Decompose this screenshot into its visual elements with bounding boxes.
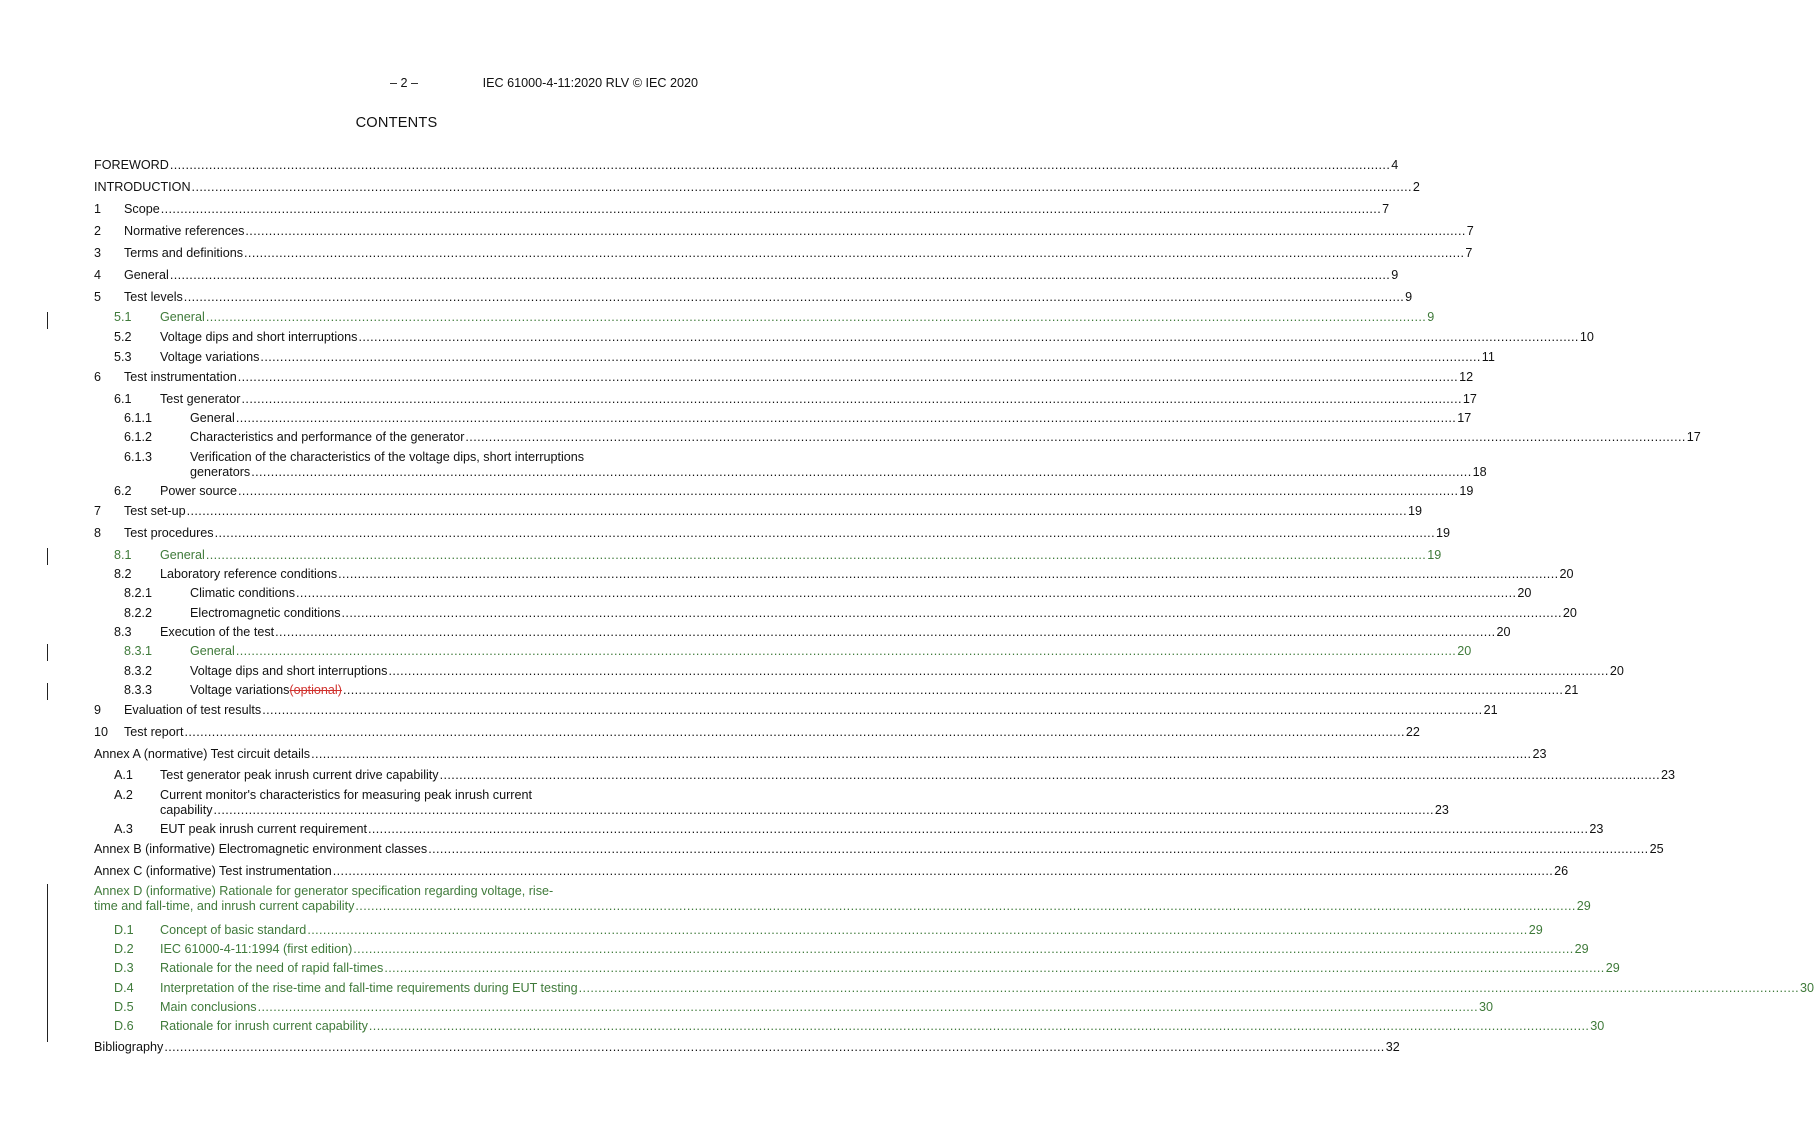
toc-entry[interactable]: 7 Test set-up ..... 19 [94, 504, 698, 519]
toc-entry[interactable]: 8.2.1 Climatic conditions ..... 20 [124, 586, 698, 601]
toc-entry[interactable]: Annex C (informative) Test instrumentation ..... 26 [94, 864, 698, 879]
dot-leader [353, 942, 1573, 957]
toc-entry[interactable]: FOREWORD ..... 4 [94, 158, 698, 173]
dot-leader [333, 864, 1553, 879]
toc-entry[interactable]: D.5 Main conclusions ..... 30 [114, 1000, 698, 1015]
toc-entry[interactable]: 8.1 General ..... 19 [114, 548, 698, 563]
dot-leader [215, 526, 1435, 541]
toc-entry[interactable]: 5.2 Voltage dips and short interruptions ..... 10 [114, 330, 698, 345]
toc-entry[interactable]: A.2 Current monitor's characteristics for measuring peak inrush current capability ..... 23 [114, 788, 698, 818]
toc-entry[interactable]: 3 Terms and definitions ..... 7 [94, 246, 698, 261]
toc-entry[interactable]: 9 Evaluation of test results ..... 21 [94, 703, 698, 718]
toc-entry[interactable]: 8.3 Execution of the test ..... 20 [114, 625, 698, 640]
dot-leader [251, 465, 1471, 480]
dot-leader [307, 923, 1527, 938]
toc-entry[interactable]: A.3 EUT peak inrush current requirement ..... 23 [114, 822, 698, 837]
deleted-text: (optional) [289, 683, 342, 697]
toc-entry[interactable]: 8.3.3 Voltage variations (optional) ..... 21 [124, 683, 698, 698]
toc-entry[interactable]: Annex D (informative) Rationale for generator specification regarding voltage, rise- time and fall-time, and inrush current capability ..... 29 [94, 884, 698, 914]
toc-entry[interactable]: D.1 Concept of basic standard ..... 29 [114, 923, 698, 938]
dot-leader [238, 484, 1458, 499]
toc-entry[interactable]: 8 Test procedures ..... 19 [94, 526, 698, 541]
toc-entry[interactable]: 8.2.2 Electromagnetic conditions ..... 20 [124, 606, 698, 621]
toc-entry[interactable]: 4 General ..... 9 [94, 268, 698, 283]
toc-entry[interactable]: D.6 Rationale for inrush current capability ..... 30 [114, 1019, 698, 1034]
toc-entry[interactable]: 8.3.1 General ..... 20 [124, 644, 698, 659]
page-title: CONTENTS [355, 115, 438, 131]
dot-leader [245, 224, 1465, 239]
dot-leader [262, 703, 1482, 718]
dot-leader [579, 981, 1799, 996]
dot-leader [260, 350, 1480, 365]
toc-entry[interactable]: 6.1.2 Characteristics and performance of the generator ..... 17 [124, 430, 698, 445]
toc-entry[interactable]: Annex A (normative) Test circuit details ..... 23 [94, 747, 698, 762]
dot-leader [242, 392, 1462, 407]
dot-leader [192, 180, 1412, 195]
toc-entry[interactable]: 8.3.2 Voltage dips and short interruptions ..... 20 [124, 664, 698, 679]
dot-leader [236, 411, 1456, 426]
dot-leader [338, 567, 1558, 582]
dot-leader [343, 683, 1563, 698]
dot-leader [236, 644, 1456, 659]
toc-entry[interactable]: D.3 Rationale for the need of rapid fall-times ..... 29 [114, 961, 698, 976]
toc-entry[interactable]: 5 Test levels ..... 9 [94, 290, 698, 305]
toc-entry[interactable]: 2 Normative references ..... 7 [94, 224, 698, 239]
dot-leader [342, 606, 1562, 621]
toc-entry[interactable]: 6.2 Power source ..... 19 [114, 484, 698, 499]
dot-leader [369, 1019, 1589, 1034]
dot-leader [368, 822, 1588, 837]
dot-leader [258, 1000, 1478, 1015]
dot-leader [311, 747, 1531, 762]
dot-leader [358, 330, 1578, 345]
toc-entry[interactable]: INTRODUCTION ..... 2 [94, 180, 698, 195]
dot-leader [164, 1040, 1384, 1055]
dot-leader [384, 961, 1604, 976]
document-reference: IEC 61000-4-11:2020 RLV © IEC 2020 [482, 76, 698, 90]
dot-leader [206, 310, 1426, 325]
toc-entry[interactable]: D.2 IEC 61000-4-11:1994 (first edition) ..... 29 [114, 942, 698, 957]
dot-leader [206, 548, 1426, 563]
dot-leader [238, 370, 1458, 385]
dot-leader [214, 803, 1434, 818]
toc-entry[interactable]: 6.1 Test generator ..... 17 [114, 392, 698, 407]
toc-entry[interactable]: Bibliography ..... 32 [94, 1040, 698, 1055]
toc-entry[interactable]: Annex B (informative) Electromagnetic environment classes ..... 25 [94, 842, 698, 857]
dot-leader [355, 899, 1575, 914]
dot-leader [428, 842, 1648, 857]
dot-leader [296, 586, 1516, 601]
dot-leader [170, 158, 1390, 173]
toc-entry[interactable]: 10 Test report ..... 22 [94, 725, 698, 740]
dot-leader [244, 246, 1464, 261]
page-number: – 2 – [390, 76, 419, 90]
toc-entry[interactable]: A.1 Test generator peak inrush current drive capability ..... 23 [114, 768, 698, 783]
toc-entry[interactable]: 6.1.1 General ..... 17 [124, 411, 698, 426]
dot-leader [275, 625, 1495, 640]
toc-entry[interactable]: 1 Scope ..... 7 [94, 202, 698, 217]
toc-entry[interactable]: 6.1.3 Verification of the characteristics of the voltage dips, short interruptions generators ..... 18 [124, 450, 698, 480]
dot-leader [170, 268, 1390, 283]
toc-entry[interactable]: 5.3 Voltage variations ..... 11 [114, 350, 698, 365]
toc-entry[interactable]: 5.1 General ..... 9 [114, 310, 698, 325]
dot-leader [161, 202, 1381, 217]
dot-leader [388, 664, 1608, 679]
dot-leader [184, 290, 1404, 305]
toc-entry[interactable]: D.4 Interpretation of the rise-time and fall-time requirements during EUT testing ..... 30 [114, 981, 698, 996]
dot-leader [187, 504, 1407, 519]
toc-entry[interactable]: 8.2 Laboratory reference conditions ..... 20 [114, 567, 698, 582]
dot-leader [465, 430, 1685, 445]
dot-leader [440, 768, 1660, 783]
toc-entry[interactable]: 6 Test instrumentation ..... 12 [94, 370, 698, 385]
dot-leader [185, 725, 1405, 740]
